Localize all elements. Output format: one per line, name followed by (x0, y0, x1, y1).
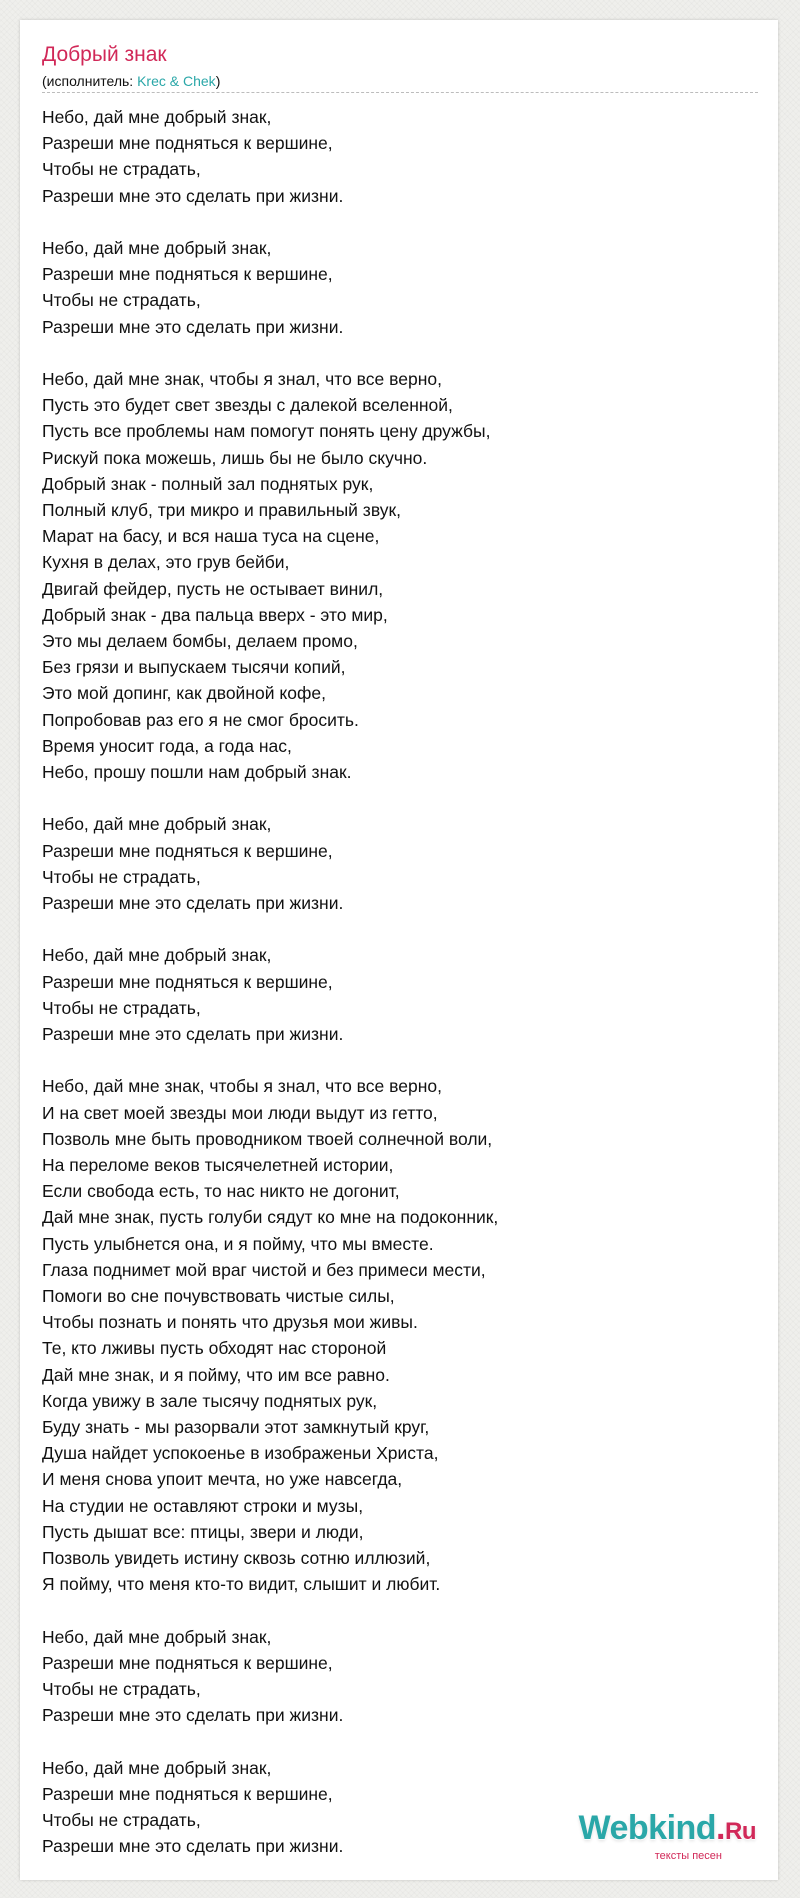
song-header (42, 42, 758, 90)
lyrics-stanza (42, 104, 758, 209)
lyrics-line: Небо, дай мне добрый знак, (42, 814, 272, 835)
lyrics-line: Разреши мне это сделать при жизни. (42, 893, 344, 914)
lyrics-line: Чтобы не страдать, (42, 997, 201, 1018)
lyrics-line: Чтобы не страдать, (42, 159, 201, 180)
byline-prefix: (исполнитель: (42, 73, 138, 89)
lyrics-line: Если свобода есть, то нас никто не догонит, (42, 1181, 400, 1202)
lyrics-line: Добрый знак - полный зал поднятых рук, (42, 473, 374, 494)
artist-link[interactable]: Krec & Chek (137, 73, 216, 89)
logo-dot: . (716, 1809, 725, 1847)
lyrics-line: Пусть все проблемы нам помогут понять цену дружбы, (42, 421, 491, 442)
lyrics-page (20, 20, 778, 1880)
lyrics-line: Пусть это будет свет звезды с далекой вселенной, (42, 395, 453, 416)
lyrics-line: Чтобы не страдать, (42, 290, 201, 311)
logo-name: Webkind (578, 1809, 717, 1847)
lyrics-line: На студии не оставляют строки и музы, (42, 1495, 364, 1516)
lyrics-line: Душа найдет успокоенье в изображеньи Христа, (42, 1443, 439, 1464)
lyrics-line: Те, кто лживы пусть обходят нас стороной (42, 1338, 387, 1359)
lyrics-line: Пусть дышат все: птицы, звери и люди, (42, 1521, 364, 1542)
byline-suffix: ) (215, 73, 221, 89)
lyrics-line: Небо, дай мне добрый знак, (42, 1757, 272, 1778)
lyrics-line: На переломе веков тысячелетней истории, (42, 1155, 394, 1176)
lyrics-line: Разреши мне подняться к вершине, (42, 1783, 333, 1804)
lyrics-line: Небо, дай мне добрый знак, (42, 107, 272, 127)
lyrics-line: Позволь мне быть проводником твоей солнечной воли, (42, 1128, 493, 1149)
site-logo[interactable] (536, 1810, 756, 1860)
lyrics-line: Позволь увидеть истину сквозь сотню иллюзий, (42, 1548, 431, 1569)
lyrics-line: Чтобы не страдать, (42, 1810, 201, 1831)
lyrics-line: Небо, дай мне добрый знак, (42, 238, 272, 258)
lyrics-stanza (42, 942, 758, 1047)
lyrics-line: Дай мне знак, и я пойму, что им все равно. (42, 1364, 390, 1385)
lyrics-line: Попробовав раз его я не смог бросить. (42, 709, 359, 730)
lyrics-line: Разреши мне это сделать при жизни. (42, 185, 344, 206)
lyrics-line: Разреши мне подняться к вершине, (42, 1652, 333, 1673)
lyrics-line: Кухня в делах, это грув бейби, (42, 552, 290, 573)
lyrics-text (42, 104, 758, 1880)
lyrics-line: Разреши мне это сделать при жизни. (42, 1024, 344, 1045)
artist-byline (42, 72, 758, 90)
lyrics-line: Марат на басу, и вся наша туса на сцене, (42, 526, 380, 547)
header-divider (42, 92, 758, 93)
lyrics-line: Небо, прошу пошли нам добрый знак. (42, 762, 352, 783)
lyrics-line: Разреши мне это сделать при жизни. (42, 1705, 344, 1726)
lyrics-line: Разреши мне подняться к вершине, (42, 971, 333, 992)
lyrics-line: Я пойму, что меня кто-то видит, слышит и любит. (42, 1574, 441, 1595)
lyrics-line: Разреши мне это сделать при жизни. (42, 1836, 344, 1857)
lyrics-stanza (42, 1073, 758, 1597)
lyrics-line: Помоги во сне почувствовать чистые силы, (42, 1286, 395, 1307)
lyrics-stanza (42, 1624, 758, 1729)
lyrics-line: И на свет моей звезды мои люди выдут из гетто, (42, 1102, 438, 1123)
lyrics-line: Полный клуб, три микро и правильный звук, (42, 500, 402, 521)
lyrics-line: Небо, дай мне знак, чтобы я знал, что все верно, (42, 1076, 442, 1097)
lyrics-stanza (42, 235, 758, 340)
lyrics-line: Чтобы не страдать, (42, 1679, 201, 1700)
lyrics-line: Чтобы познать и понять что друзья мои живы. (42, 1312, 418, 1333)
lyrics-line: Дай мне знак, пусть голуби сядут ко мне на подоконник, (42, 1207, 499, 1228)
song-title: Добрый знак (42, 43, 167, 66)
lyrics-line: И меня снова упоит мечта, но уже навсегда, (42, 1469, 403, 1490)
lyrics-line: Разреши мне подняться к вершине, (42, 133, 333, 154)
lyrics-line: Разреши мне подняться к вершине, (42, 840, 333, 861)
lyrics-line: Когда увижу в зале тысячу поднятых рук, (42, 1390, 378, 1411)
lyrics-line: Разреши мне это сделать при жизни. (42, 316, 344, 337)
lyrics-line: Чтобы не страдать, (42, 866, 201, 887)
lyrics-line: Время уносит года, а года нас, (42, 735, 292, 756)
lyrics-line: Небо, дай мне добрый знак, (42, 1626, 272, 1647)
lyrics-line: Пусть улыбнется она, и я пойму, что мы вместе. (42, 1233, 434, 1254)
lyrics-line: Рискуй пока можешь, лишь бы не было скучно. (42, 447, 428, 468)
lyrics-line: Буду знать - мы разорвали этот замкнутый круг, (42, 1417, 430, 1438)
lyrics-stanza (42, 811, 758, 916)
lyrics-line: Это мой допинг, как двойной кофе, (42, 683, 326, 704)
logo-wordmark (536, 1810, 756, 1850)
logo-tld: Ru (725, 1818, 756, 1845)
lyrics-line: Небо, дай мне знак, чтобы я знал, что все верно, (42, 369, 442, 389)
lyrics-stanza (42, 366, 758, 785)
lyrics-line: Разреши мне подняться к вершине, (42, 264, 333, 285)
lyrics-line: Добрый знак - два пальца вверх - это мир, (42, 604, 388, 625)
logo-tagline: тексты песен (654, 1850, 722, 1862)
lyrics-line: Глаза поднимет мой враг чистой и без примеси мести, (42, 1259, 486, 1280)
lyrics-line: Без грязи и выпускаем тысячи копий, (42, 657, 346, 678)
lyrics-line: Небо, дай мне добрый знак, (42, 945, 272, 966)
lyrics-line: Это мы делаем бомбы, делаем промо, (42, 631, 358, 652)
lyrics-line: Двигай фейдер, пусть не остывает винил, (42, 578, 384, 599)
